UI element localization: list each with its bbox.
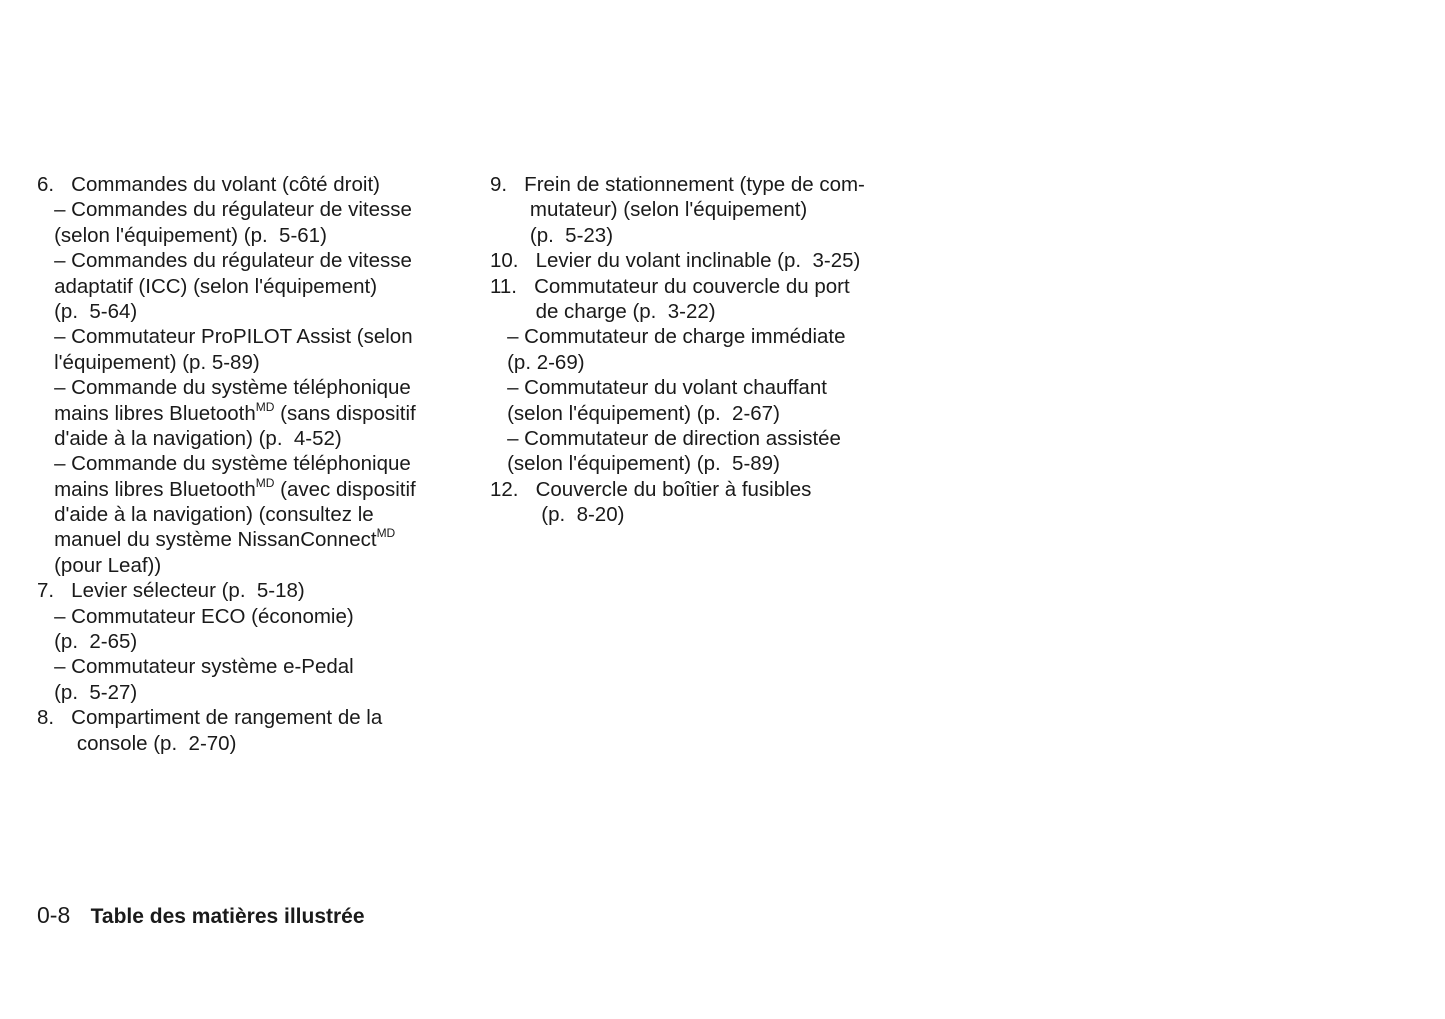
text-line: (selon l'équipement) (p. 5-61) <box>37 223 327 247</box>
text-line-nissanconnect <box>37 527 477 552</box>
text-line: (pour Leaf)) <box>37 553 162 577</box>
text-line: (p. 8-20) <box>490 503 625 527</box>
text-line: – Commutateur du volant chauffant <box>490 376 827 400</box>
text-line: – Commutateur ProPILOT Assist (selon <box>37 325 413 349</box>
text-line: – Commandes du régulateur de vitesse <box>37 249 412 273</box>
page-number: 0-8 <box>37 902 71 928</box>
text-line: d'aide à la navigation) (consultez le <box>37 503 374 527</box>
text-line: (p. 5-23) <box>490 223 614 247</box>
text-line: – Commutateur système e-Pedal <box>37 655 354 679</box>
text-line: d'aide à la navigation) (p. 4-52) <box>37 426 342 450</box>
trademark-superscript: MD <box>255 475 275 490</box>
trademark-superscript: MD <box>376 526 396 541</box>
text-line: – Commande du système téléphonique <box>37 452 411 476</box>
text-line: (selon l'équipement) (p. 5-89) <box>490 452 780 476</box>
text-line-bluetooth <box>37 477 477 502</box>
text-line: 8. Compartiment de rangement de la <box>37 706 383 730</box>
text-line: (p. 2-69) <box>490 350 585 374</box>
text-fragment: manuel du système NissanConnect <box>37 528 377 552</box>
text-line: adaptatif (ICC) (selon l'équipement) <box>37 274 378 298</box>
trademark-superscript: MD <box>255 399 275 414</box>
text-line: de charge (p. 3-22) <box>490 299 716 323</box>
text-line: (p. 5-27) <box>37 680 138 704</box>
text-line: – Commutateur de direction assistée <box>490 426 841 450</box>
left-column <box>37 172 477 756</box>
text-line: – Commandes du régulateur de vitesse <box>37 198 412 222</box>
text-line: (selon l'équipement) (p. 2-67) <box>490 401 780 425</box>
text-line: l'équipement) (p. 5-89) <box>37 350 260 374</box>
text-fragment: (avec dispositif <box>274 477 416 501</box>
text-line: (p. 5-64) <box>37 299 138 323</box>
text-line: 11. Commutateur du couvercle du port <box>490 274 850 298</box>
section-title: Table des matières illustrée <box>90 905 365 928</box>
text-fragment: mains libres Bluetooth <box>37 401 256 425</box>
text-line: 10. Levier du volant inclinable (p. 3-25) <box>490 249 861 273</box>
text-fragment: (sans dispositif <box>274 401 416 425</box>
text-fragment: mains libres Bluetooth <box>37 477 256 501</box>
text-line: – Commutateur de charge immédiate <box>490 325 846 349</box>
text-line: 7. Levier sélecteur (p. 5-18) <box>37 579 305 603</box>
text-line: 9. Frein de stationnement (type de com- <box>490 173 865 196</box>
text-line: 6. Commandes du volant (côté droit) <box>37 173 380 196</box>
text-line: – Commande du système téléphonique <box>37 376 411 400</box>
right-column <box>490 172 930 527</box>
text-line-bluetooth <box>37 401 477 426</box>
text-line: mutateur) (selon l'équipement) <box>490 198 808 222</box>
text-line: 12. Couvercle du boîtier à fusibles <box>490 477 812 501</box>
page-footer <box>37 902 365 929</box>
text-line: – Commutateur ECO (économie) <box>37 604 354 628</box>
text-line: (p. 2-65) <box>37 630 138 654</box>
text-line: console (p. 2-70) <box>37 731 237 755</box>
